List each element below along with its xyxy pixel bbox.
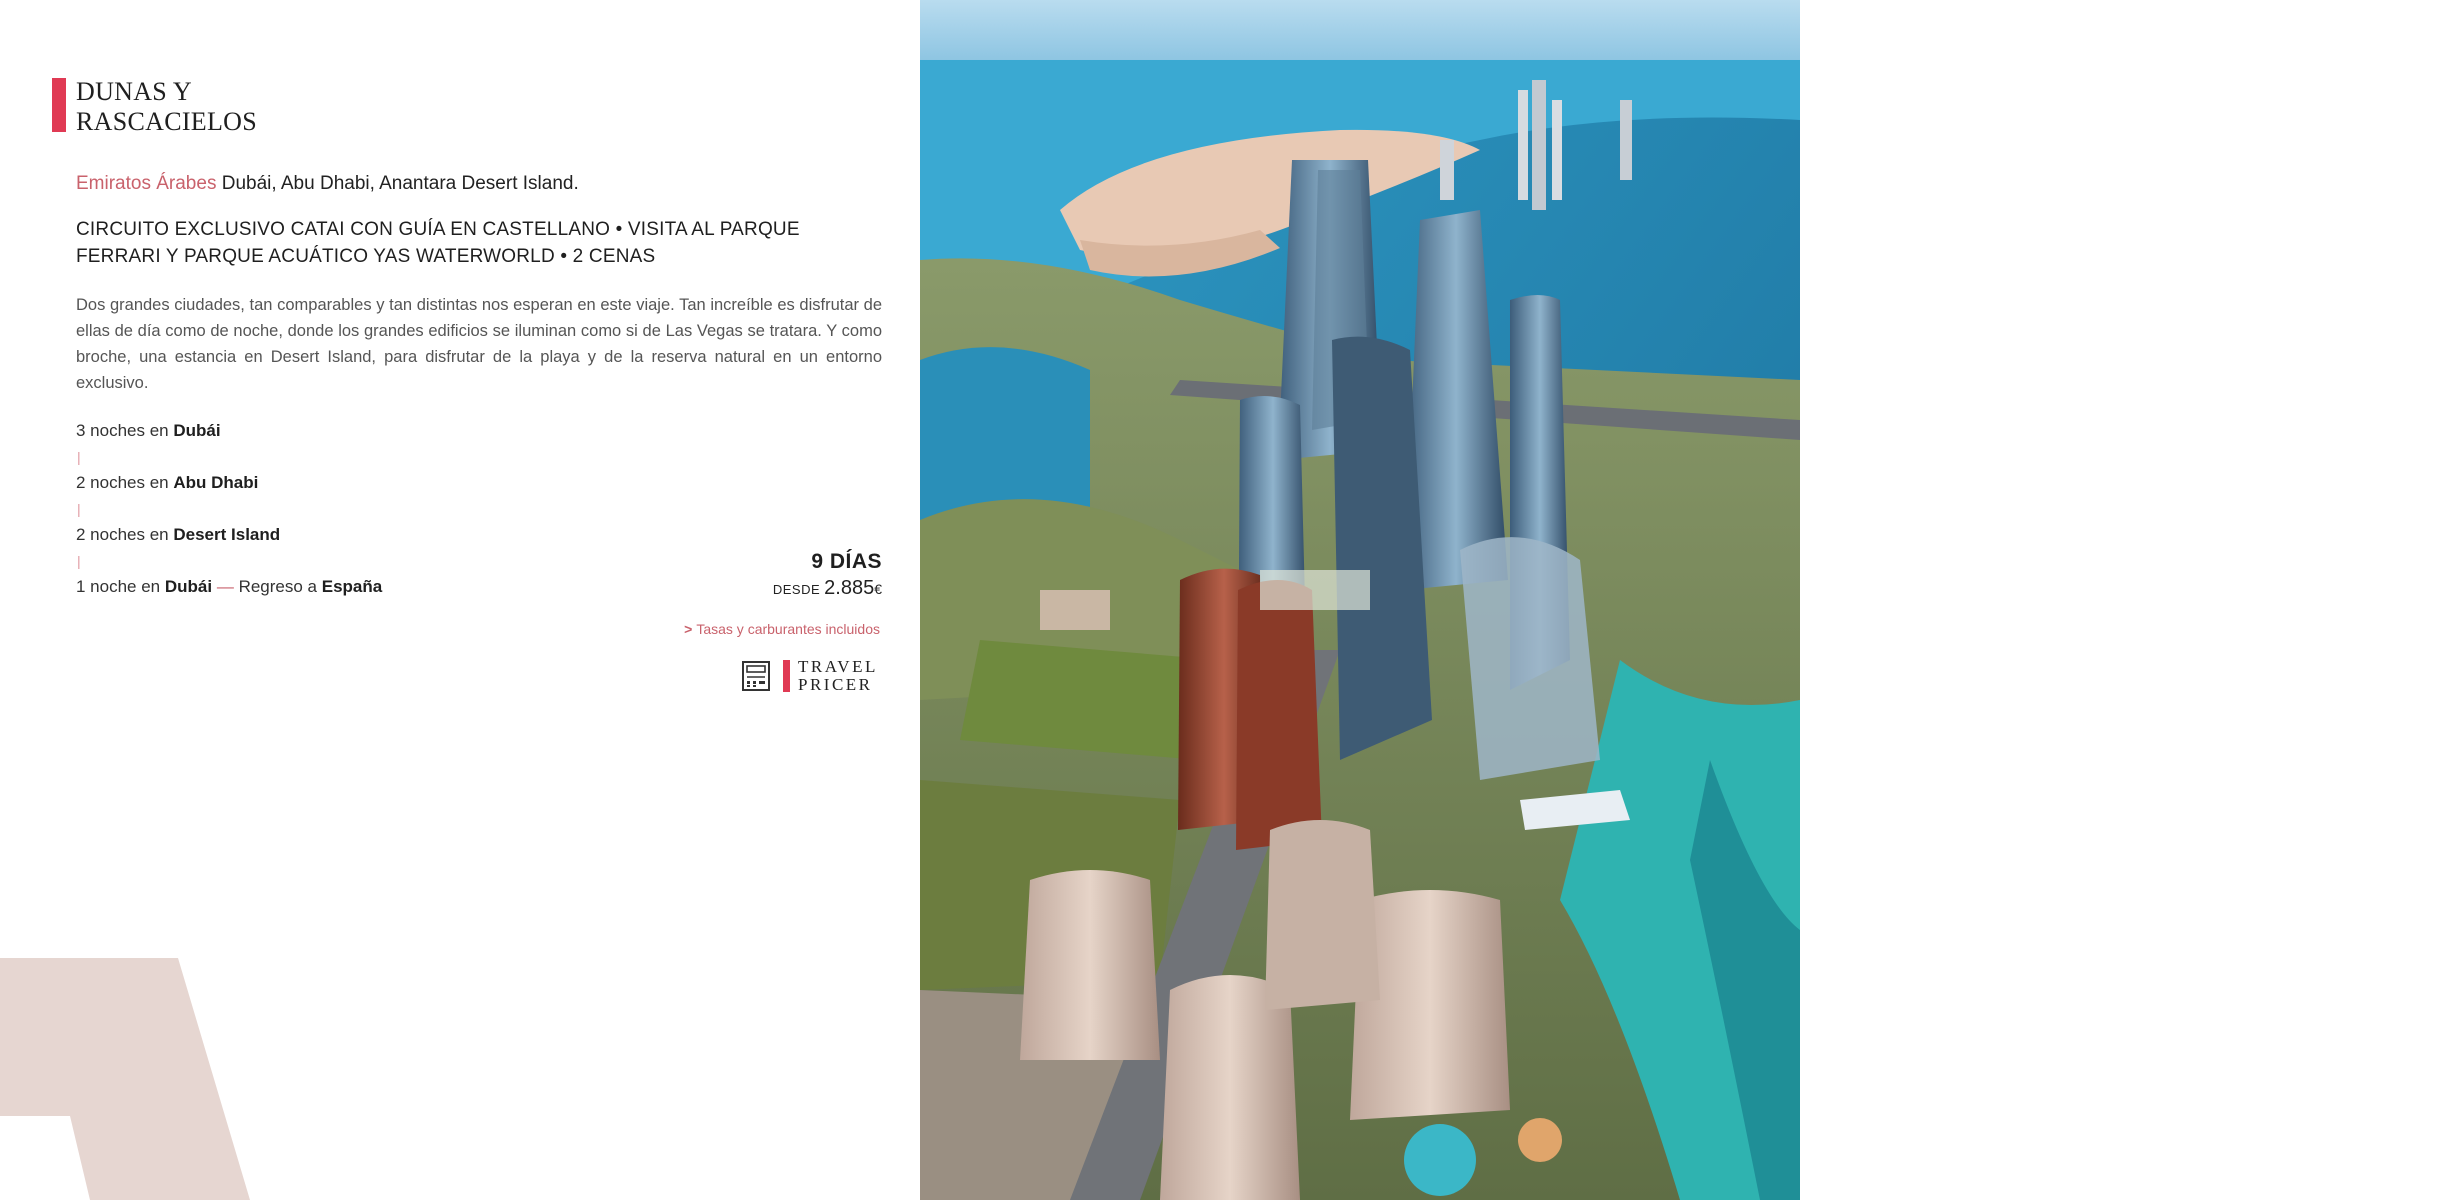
calculator-icon xyxy=(742,661,770,691)
pricer-wordmark xyxy=(798,658,878,694)
dash-separator: — xyxy=(216,577,234,596)
itinerary-separator: | xyxy=(77,449,81,465)
itinerary-stop xyxy=(76,418,676,444)
chevron-right-icon: > xyxy=(684,621,693,637)
itinerary-stop xyxy=(76,470,676,496)
brochure-text-page xyxy=(0,0,920,1200)
stop-place: Dubái xyxy=(164,577,213,596)
price-line xyxy=(582,575,882,603)
logo-tagline xyxy=(2312,51,2452,102)
abu-dhabi-aerial-photo xyxy=(920,0,2433,1200)
price-amount: 2.885 xyxy=(824,577,875,599)
return-text: Regreso a xyxy=(238,577,318,596)
page-title xyxy=(76,77,476,137)
itinerary-separator: | xyxy=(77,553,81,569)
trip-highlights: CIRCUITO EXCLUSIVO CATAI CON GUÍA EN CASTELLANO • VISITA AL PARQUE FERRARI Y PARQUE ACUÁTICO YAS WATERWORLD • 2 CENAS xyxy=(76,219,800,267)
pricer-line: PRICER xyxy=(798,675,873,694)
tagline-line: IMAGINAS xyxy=(2312,85,2397,102)
travel-pricer-badge[interactable] xyxy=(742,657,882,695)
price-currency: € xyxy=(874,581,882,597)
trip-duration: 9 DÍAS xyxy=(811,550,882,573)
price-from-label: DESDE xyxy=(772,582,821,597)
logo-wordmark: CATAI xyxy=(2102,41,2282,108)
itinerary-separator: | xyxy=(77,501,81,517)
tagline-line: MUNDO QUE xyxy=(2312,68,2417,85)
taxes-included-link[interactable] xyxy=(684,621,880,637)
stop-nights: 3 noches en xyxy=(76,421,169,440)
itinerary-stop xyxy=(76,522,676,548)
return-place: España xyxy=(321,577,383,596)
title-line: DUNAS Y xyxy=(76,77,192,106)
heading-accent-bar xyxy=(52,78,66,132)
cities-list: Dubái, Abu Dhabi, Anantara Desert Island. xyxy=(221,173,579,194)
tagline-line: DESCUBRE EL xyxy=(2312,51,2433,68)
stop-nights: 1 noche en xyxy=(76,577,161,596)
trip-description: Dos grandes ciudades, tan comparables y tan distintas nos esperan en este viaje. Tan increíble es disfrutar de ellas de día como de noche, donde los grandes edificios se iluminan como si de Las Vegas se tratara. Y como broche, una estancia en Desert Island, para disfrutar de la playa y de la reserva natural en un entorno exclusivo. xyxy=(76,296,882,392)
stop-nights: 2 noches en xyxy=(76,525,169,544)
decorative-corner-shape xyxy=(0,958,250,1200)
destinations-line xyxy=(76,173,579,195)
stop-place: Desert Island xyxy=(173,525,281,544)
country-label: Emiratos Árabes xyxy=(76,173,217,194)
stop-place: Dubái xyxy=(173,421,221,440)
aerial-city-illustration xyxy=(920,0,1800,1200)
pricer-line: TRAVEL xyxy=(798,657,878,676)
stop-place: Abu Dhabi xyxy=(173,473,259,492)
taxes-label: Tasas y carburantes incluidos xyxy=(696,621,880,637)
title-line: RASCACIELOS xyxy=(76,107,257,136)
price-block xyxy=(582,549,882,603)
stop-nights: 2 noches en xyxy=(76,473,169,492)
pricer-accent-bar xyxy=(783,660,790,692)
